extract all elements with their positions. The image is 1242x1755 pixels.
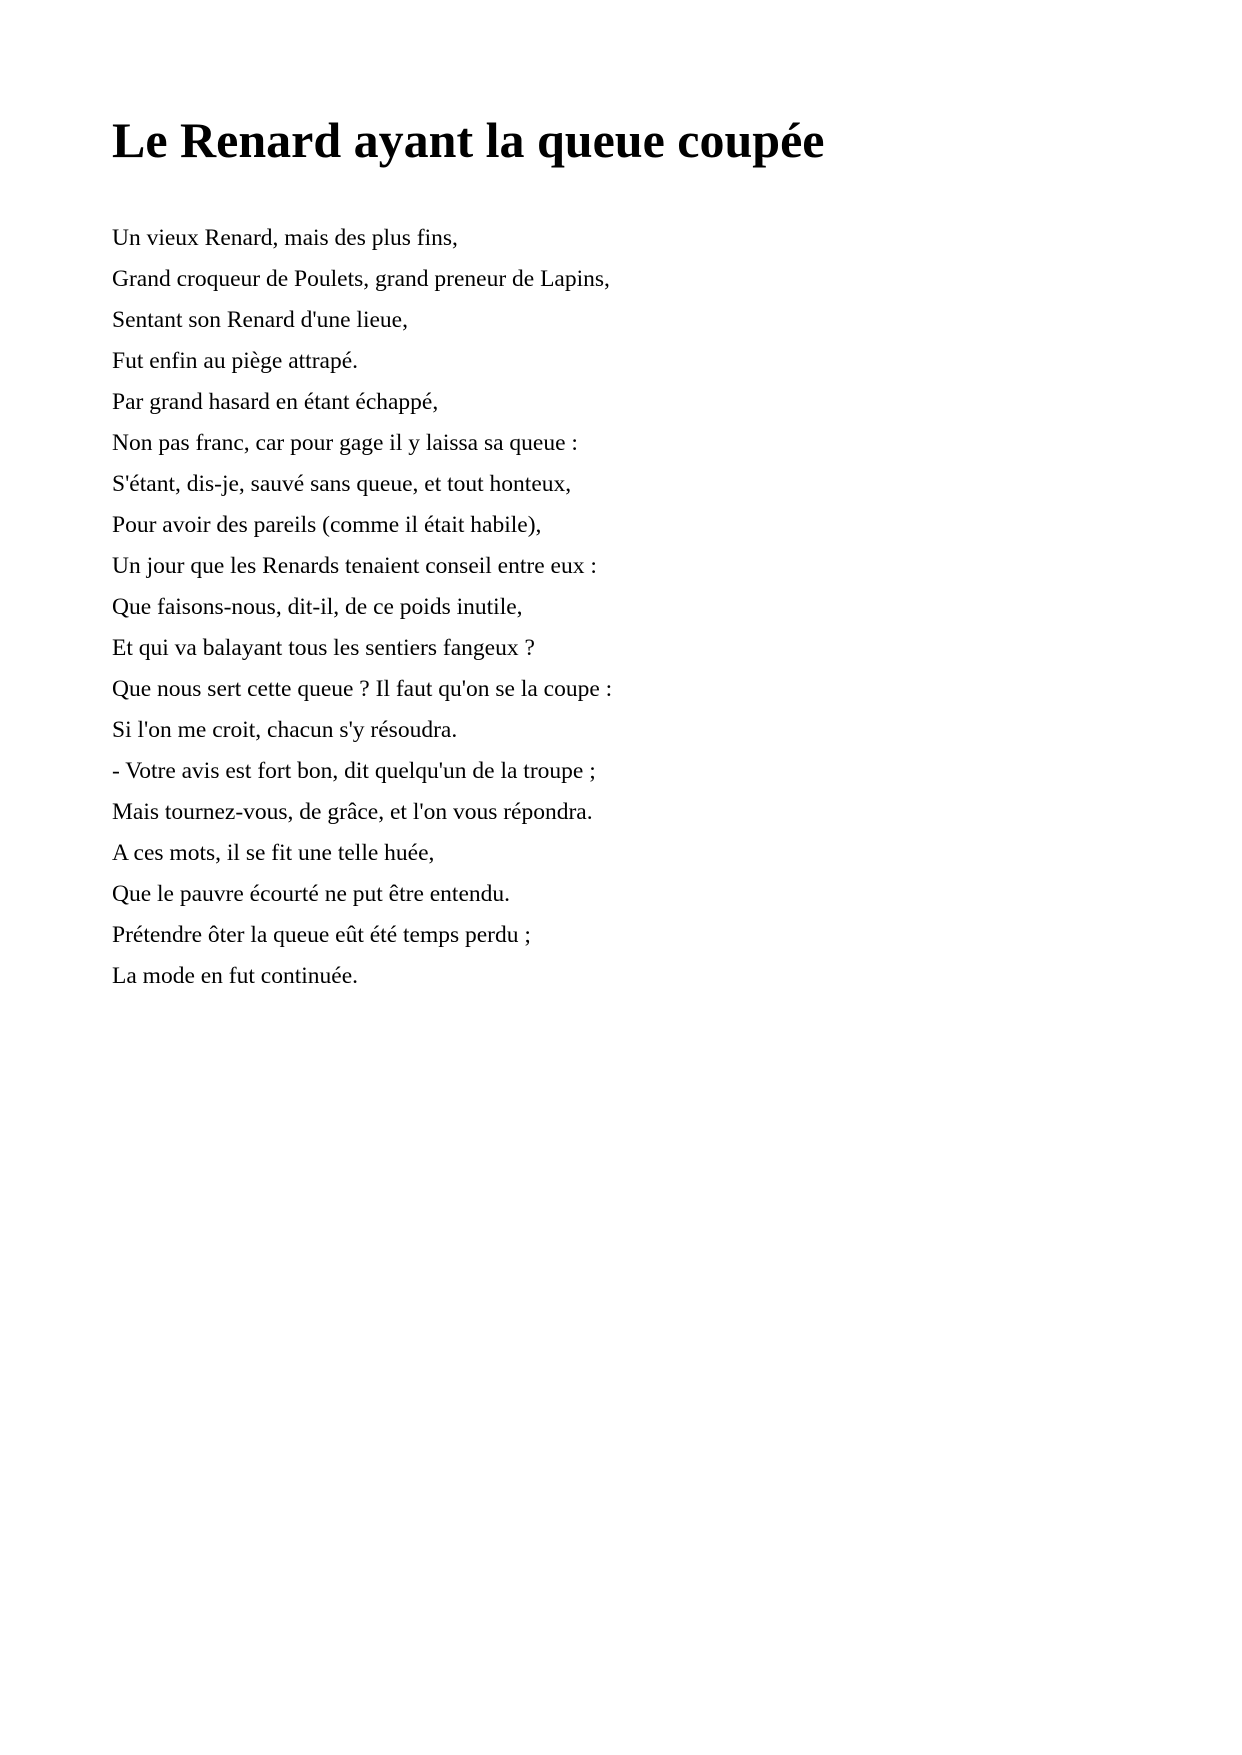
poem-line: Sentant son Renard d'une lieue, <box>112 307 408 333</box>
poem-line: Pour avoir des pareils (comme il était habile), <box>112 512 542 538</box>
poem-line: Mais tournez-vous, de grâce, et l'on vous répondra. <box>112 799 593 825</box>
poem-line: Si l'on me croit, chacun s'y résoudra. <box>112 717 458 743</box>
poem-line: Et qui va balayant tous les sentiers fangeux ? <box>112 635 535 661</box>
poem-line: Non pas franc, car pour gage il y laissa sa queue : <box>112 430 578 456</box>
poem-line: Un vieux Renard, mais des plus fins, <box>112 225 458 251</box>
poem-line: Grand croqueur de Poulets, grand preneur de Lapins, <box>112 266 610 292</box>
poem-line: Prétendre ôter la queue eût été temps perdu ; <box>112 922 531 948</box>
poem-line: Fut enfin au piège attrapé. <box>112 348 359 374</box>
poem-line: Par grand hasard en étant échappé, <box>112 389 439 415</box>
poem-line: A ces mots, il se fit une telle huée, <box>112 840 435 866</box>
poem-line: Que nous sert cette queue ? Il faut qu'on se la coupe : <box>112 676 613 702</box>
poem-line: S'étant, dis-je, sauvé sans queue, et tout honteux, <box>112 471 572 497</box>
poem-title: Le Renard ayant la queue coupée <box>112 112 825 168</box>
poem-line: Que le pauvre écourté ne put être entendu. <box>112 881 511 907</box>
poem-line: Un jour que les Renards tenaient conseil entre eux : <box>112 553 597 579</box>
poem-body <box>112 218 612 997</box>
poem-line: La mode en fut continuée. <box>112 963 359 989</box>
poem-line: Que faisons-nous, dit-il, de ce poids inutile, <box>112 594 523 620</box>
poem-line: - Votre avis est fort bon, dit quelqu'un de la troupe ; <box>112 758 596 784</box>
